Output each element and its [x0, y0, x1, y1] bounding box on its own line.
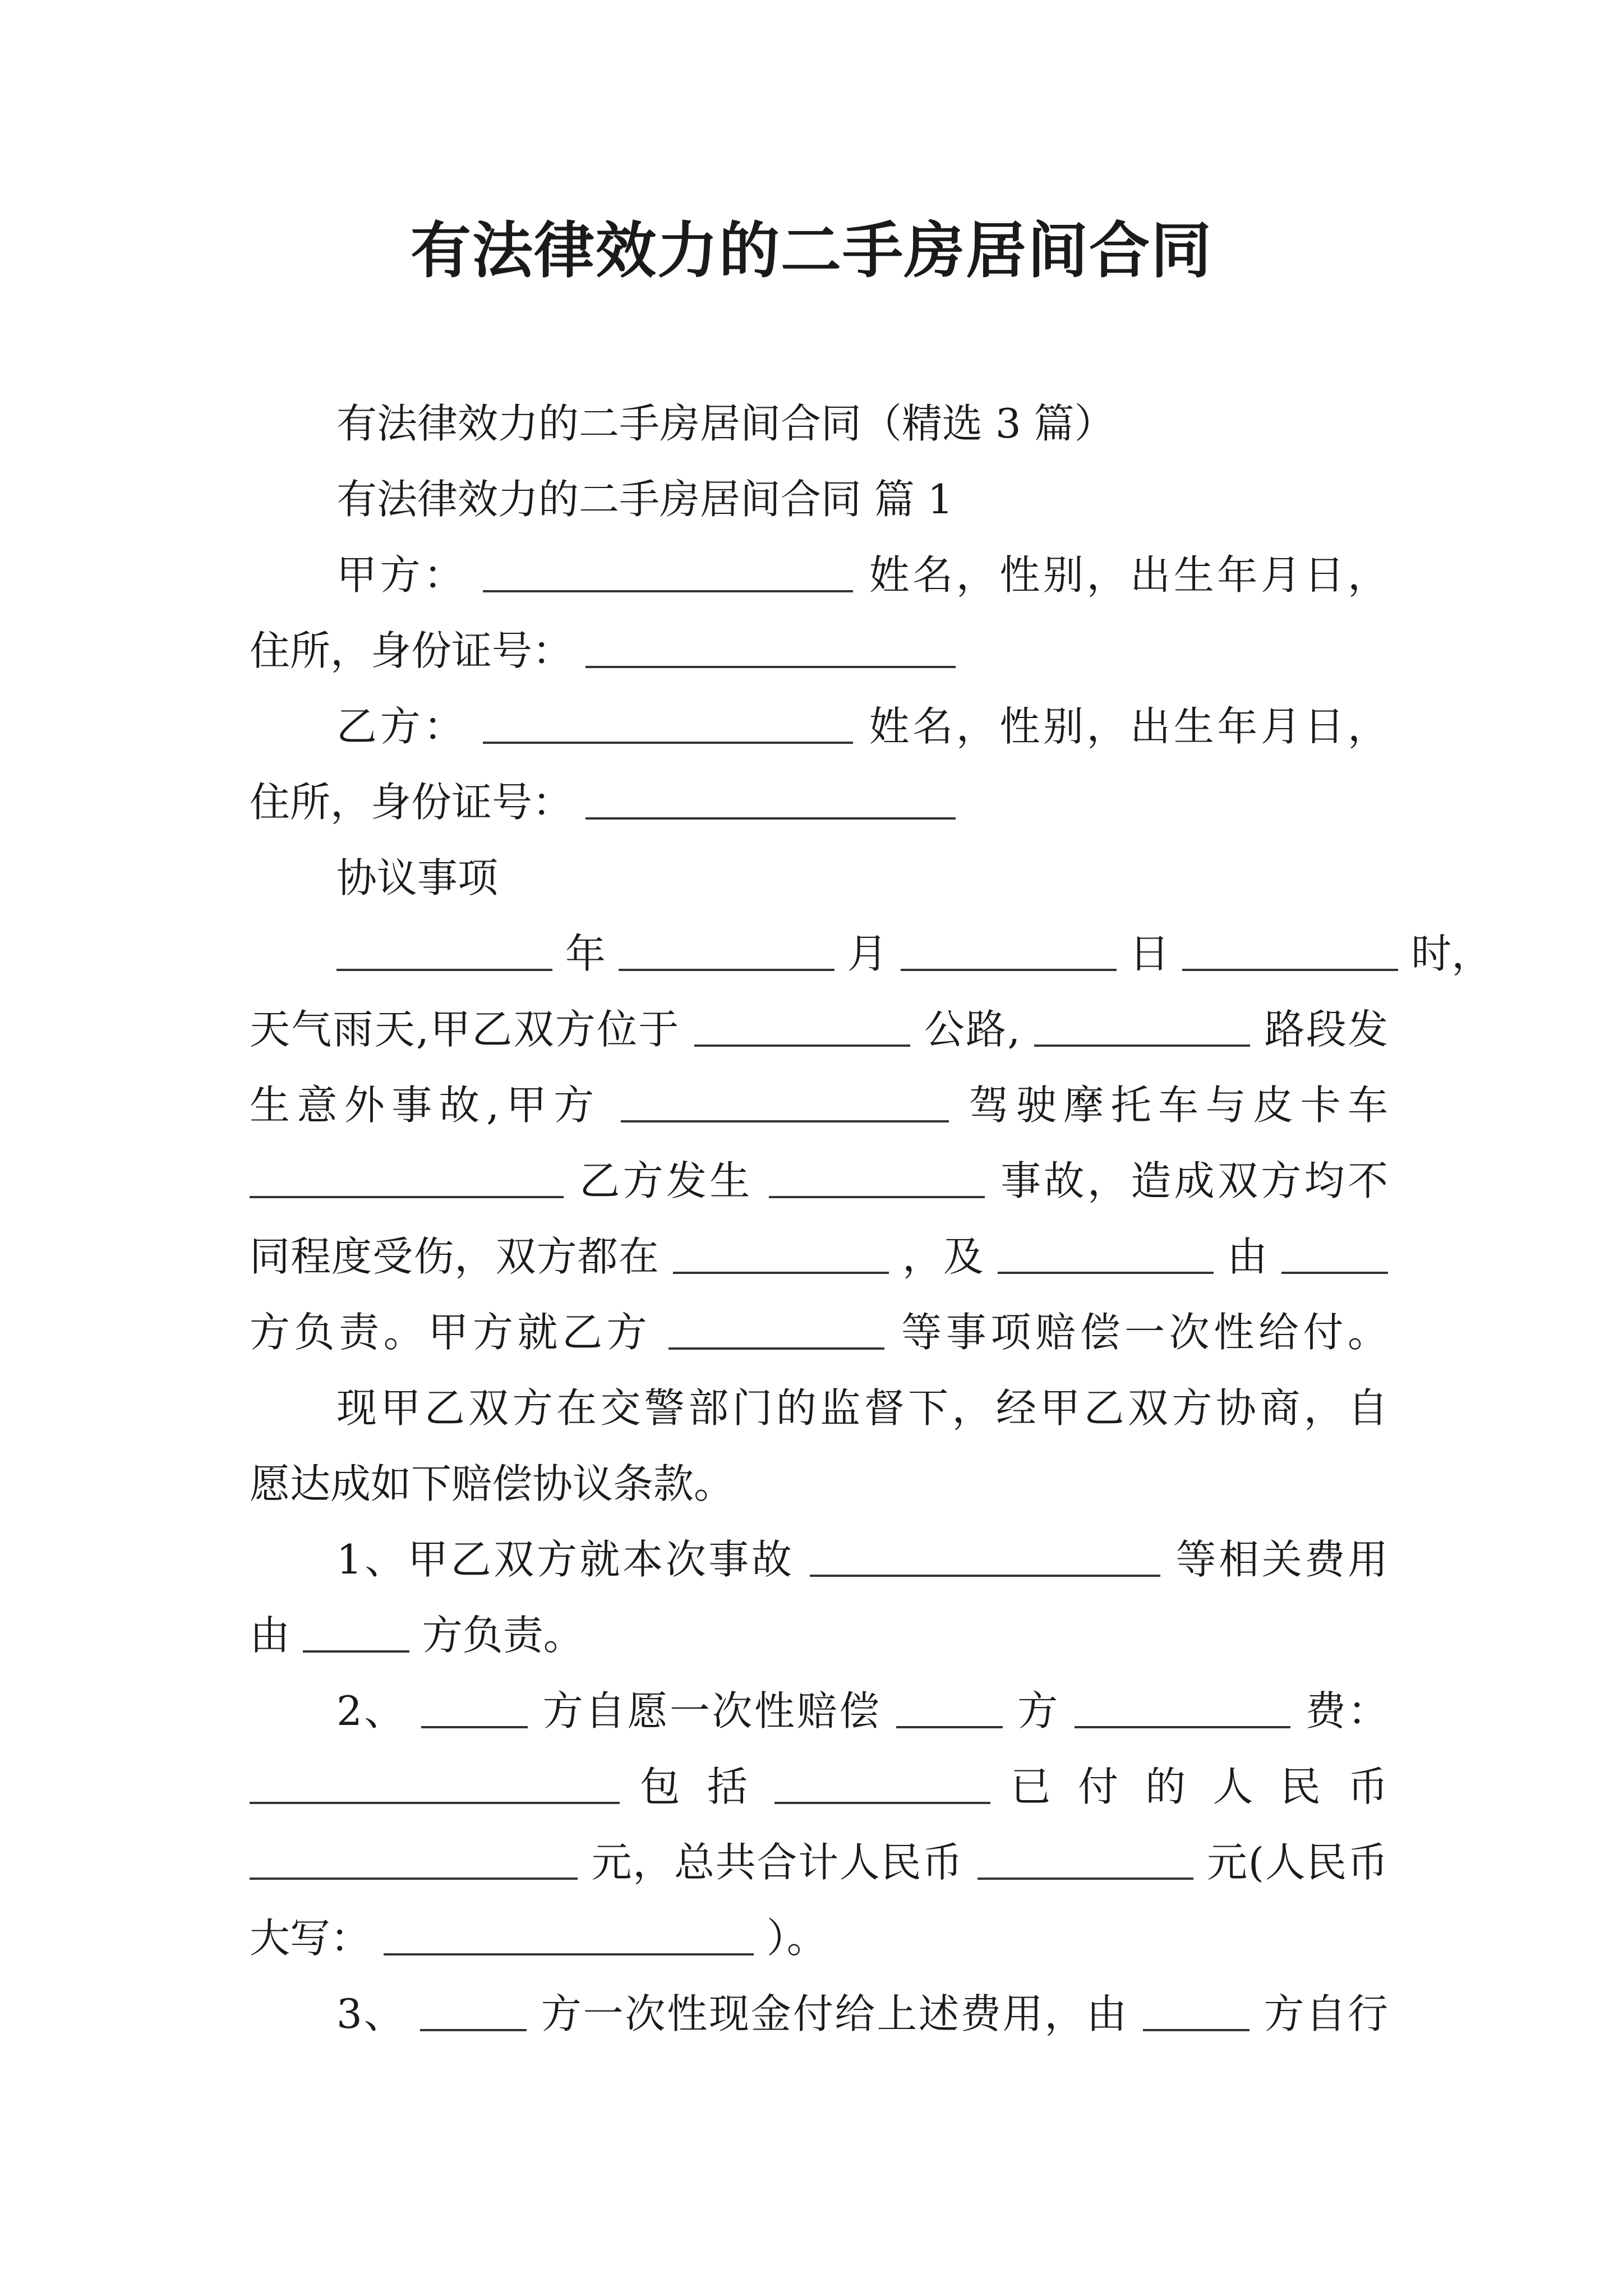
fill-in-blank — [1034, 1005, 1250, 1047]
fill-in-blank — [336, 930, 552, 971]
fill-in-blank — [585, 627, 956, 668]
text-line — [250, 393, 1388, 454]
text-segment: 方自行 — [1264, 1990, 1388, 2037]
fill-in-blank — [774, 1763, 990, 1804]
text-line — [250, 1832, 1388, 1893]
fill-in-blank — [585, 778, 956, 820]
text-segment: 同程度受伤，双方都在 — [250, 1233, 660, 1280]
text-line — [250, 923, 1492, 984]
fill-in-blank — [250, 1838, 578, 1880]
fill-in-blank — [896, 1687, 1003, 1728]
fill-in-blank — [483, 702, 853, 744]
text-line — [250, 1377, 1388, 1439]
text-line — [250, 847, 1388, 909]
text-line — [250, 1529, 1388, 1590]
text-line — [250, 1983, 1388, 2045]
fill-in-blank — [483, 551, 853, 592]
text-segment: 由 — [1227, 1233, 1269, 1280]
text-line — [250, 468, 1388, 530]
text-segment: 事故，造成双方均不 — [1000, 1157, 1388, 1204]
document-title: 有法律效力的二手房居间合同 — [410, 215, 1212, 286]
text-segment: 姓名，性别，出生年月日， — [869, 703, 1388, 750]
text-line — [250, 771, 1388, 833]
text-line — [250, 1907, 1388, 1969]
text-segment: 协议事项 — [336, 854, 499, 901]
fill-in-blank — [1281, 1232, 1388, 1274]
text-segment: 有法律效力的二手房居间合同 篇 1 — [336, 476, 953, 523]
text-segment: 愿达成如下赔偿协议条款。 — [250, 1460, 735, 1507]
fill-in-blank — [420, 1990, 527, 2031]
text-segment: 路段发 — [1264, 1006, 1389, 1053]
text-segment: 等事项赔偿一次性给付。 — [901, 1309, 1388, 1356]
text-segment: 甲方： — [336, 551, 467, 599]
text-segment: 年 — [565, 930, 606, 977]
text-segment: 方负责。甲方就乙方 — [250, 1309, 652, 1356]
text-segment: 方负责。 — [422, 1612, 584, 1659]
fill-in-blank — [673, 1232, 889, 1274]
text-line — [250, 1453, 1388, 1515]
text-segment: 3、 — [336, 1990, 406, 2037]
text-segment: 日 — [1129, 930, 1170, 977]
text-line — [250, 1604, 1388, 1666]
fill-in-blank — [250, 1157, 564, 1198]
fill-in-blank — [384, 1914, 754, 1955]
text-segment: 乙方： — [336, 703, 467, 750]
text-segment: 等相关费用 — [1175, 1536, 1388, 1583]
fill-in-blank — [998, 1232, 1214, 1274]
text-segment: 姓名，性别，出生年月日， — [869, 551, 1388, 599]
fill-in-blank — [810, 1535, 1160, 1577]
text-segment: 住所，身份证号： — [250, 779, 573, 826]
text-segment: 已 付 的 人 民 币 — [1010, 1763, 1388, 1810]
text-segment: 1、甲乙双方就本次事故 — [336, 1536, 795, 1583]
fill-in-blank — [250, 1763, 620, 1804]
fill-in-blank — [303, 1611, 409, 1653]
text-segment: 月 — [847, 930, 888, 977]
text-segment: ）。 — [766, 1915, 827, 1962]
fill-in-blank — [421, 1687, 528, 1728]
fill-in-blank — [619, 930, 834, 971]
text-line — [250, 1074, 1388, 1136]
text-line — [250, 1150, 1388, 1212]
text-line — [250, 544, 1388, 606]
text-segment: 包 括 — [639, 1763, 755, 1810]
text-segment: 由 — [250, 1612, 291, 1659]
text-line — [250, 1226, 1388, 1287]
text-segment: 方 — [1017, 1687, 1060, 1734]
fill-in-blank — [978, 1838, 1193, 1880]
fill-in-blank — [621, 1081, 949, 1122]
text-line — [250, 1680, 1388, 1742]
fill-in-blank — [694, 1005, 910, 1047]
text-line — [250, 1301, 1388, 1363]
text-segment: 有法律效力的二手房居间合同（精选 3 篇） — [336, 400, 1115, 447]
text-segment: 现甲乙双方在交警部门的监督下，经甲乙双方协商，自 — [336, 1384, 1388, 1432]
text-segment: 天气雨天,甲乙双方位于 — [250, 1006, 680, 1053]
fill-in-blank — [1075, 1687, 1290, 1728]
text-segment: 驾驶摩托车与皮卡车 — [969, 1082, 1389, 1129]
text-segment: 方自愿一次性赔偿 — [542, 1687, 882, 1734]
text-segment: 公路, — [924, 1006, 1021, 1053]
fill-in-blank — [769, 1157, 985, 1198]
text-segment: 住所，身份证号： — [250, 627, 573, 674]
fill-in-blank — [1182, 930, 1398, 971]
text-segment: 大写： — [250, 1915, 371, 1962]
text-segment: 时， — [1411, 930, 1492, 977]
text-line — [250, 696, 1388, 757]
fill-in-blank — [668, 1308, 884, 1350]
text-line — [250, 1756, 1388, 1818]
text-line — [250, 999, 1388, 1060]
text-segment: 生意外事故,甲方 — [250, 1082, 601, 1129]
fill-in-blank — [1143, 1990, 1249, 2031]
fill-in-blank — [901, 930, 1117, 971]
text-segment: 元，总共合计人民币 — [591, 1839, 963, 1886]
text-segment: 元(人民币 — [1207, 1839, 1388, 1886]
text-segment: 2、 — [336, 1687, 407, 1734]
text-segment: 费： — [1305, 1687, 1389, 1734]
text-segment: ，及 — [902, 1233, 984, 1280]
text-segment: 方一次性现金付给上述费用，由 — [541, 1990, 1128, 2037]
text-segment: 乙方发生 — [579, 1157, 753, 1204]
text-line — [250, 620, 1388, 682]
